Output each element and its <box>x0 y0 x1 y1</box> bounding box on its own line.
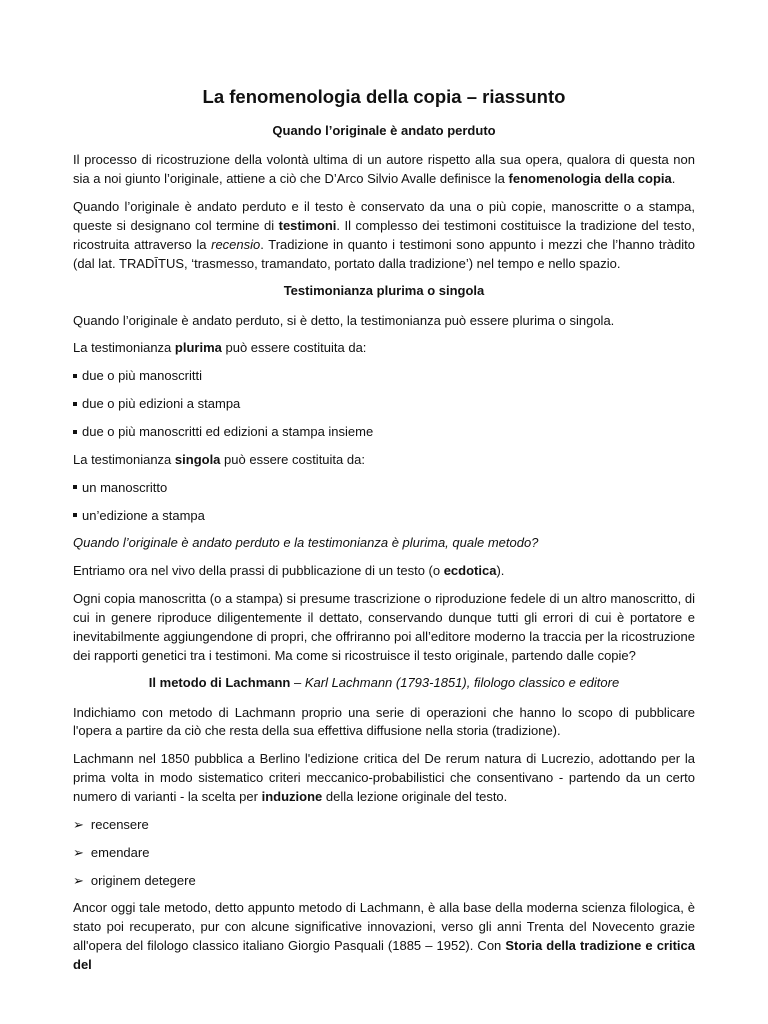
arrow-bullet-icon: ➢ <box>73 816 84 832</box>
list-item: due o più manoscritti <box>73 367 695 386</box>
question-paragraph: Quando l’originale è andato perduto e la testimonianza è plurima, quale metodo? <box>73 535 539 551</box>
section-heading-testimonianza: Testimonianza plurima o singola <box>283 283 485 299</box>
bullet-icon <box>73 430 77 434</box>
bullet-icon <box>73 485 77 489</box>
paragraph-ecdotica: Entriamo ora nel vivo della prassi di pubblicazione di un testo (o ecdotica). <box>73 563 505 579</box>
term-recensio: recensio <box>211 236 261 252</box>
bullet-icon <box>73 513 77 517</box>
paragraph-singola: La testimonianza singola può essere costituita da: <box>73 451 365 467</box>
list-item: due o più edizioni a stampa <box>73 395 695 414</box>
list-item: due o più manoscritti ed edizioni a stampa insieme <box>73 423 695 442</box>
term-storia-tradizione: Storia della tradizione e critica del <box>73 938 695 972</box>
paragraph-lucrezio: Lachmann nel 1850 pubblica a Berlino l'edizione critica del De rerum natura di Lucrezio, adottando per la prima volta in modo sistematico criteri meccanico-probabilistici che consentivano - partendo da un certo numero di varianti - la scelta per induzione della lezione originale del testo. <box>73 751 695 804</box>
term-fenomenologia: fenomenologia della copia <box>508 171 672 187</box>
arrow-bullet-icon: ➢ <box>73 844 84 860</box>
section-heading-originale-perduto: Quando l’originale è andato perduto <box>272 123 496 139</box>
arrow-bullet-icon: ➢ <box>73 872 84 888</box>
bullet-icon <box>73 374 77 378</box>
paragraph-pasquali: Ancor oggi tale metodo, detto appunto metodo di Lachmann, è alla base della moderna scienza filologica, è stato poi recuperato, pur con alcune significative innovazioni, verso gli anni Trenta del Novecento grazie all'opera del filologo classico italiano Giorgio Pasquali (1885 – 1952). Con Storia della tradizione e critica del <box>73 900 695 972</box>
paragraph-plurima: La testimonianza plurima può essere costituita da: <box>73 340 367 356</box>
list-item: un’edizione a stampa <box>73 507 695 526</box>
term-induzione: induzione <box>261 789 323 804</box>
paragraph-copia-manoscritta: Ogni copia manoscritta (o a stampa) si presume trascrizione o riproduzione fedele di un altro manoscritto, di cui in genere riproduce diligentemente il dettato, conservando dunque tutti gli errori di cui è portatore e inevitabilmente aggiungendone di propri, che offriranno poi all’editore moderno la traccia per la ricostruzione dei rapporti genetici tra i testimoni. Ma come si ricostruisce il testo originale, partendo dalle copie? <box>73 591 695 663</box>
list-item: ➢ originem detegere <box>73 872 695 891</box>
paragraph-fenomenologia: Il processo di ricostruzione della volontà ultima di un autore rispetto alla sua opera, qualora di questa non sia a noi giunto l’originale, attiene a ciò che D’Arco Silvio Avalle definisce la fenomenologia della copia. <box>73 152 695 187</box>
term-singola: singola <box>174 451 221 467</box>
page-title: La fenomenologia della copia – riassunto <box>202 86 566 107</box>
term-plurima: plurima <box>174 340 222 356</box>
term-testimoni: testimoni <box>278 217 337 233</box>
paragraph-testimoni: Quando l’originale è andato perduto e il testo è conservato da una o più copie, manoscritte o a stampa, queste si designano col termine di testimoni. Il complesso dei testimoni costituisce la tradizione del testo, ricostruita attraverso la recensio. Tradizione in quanto i testimoni sono appunto i mezzi che l’hanno tràdito (dal lat. TRADĪTUS, ‘trasmesso, tramandato, portato dalla tradizione’) nel tempo e nello spazio. <box>73 199 695 271</box>
list-item: un manoscritto <box>73 479 695 498</box>
paragraph-metodo-lachmann: Indichiamo con metodo di Lachmann proprio una serie di operazioni che hanno lo scopo di pubblicare l'opera a partire da ciò che resta della sua effettiva diffusione nella storia (tradizione). <box>73 704 695 739</box>
paragraph-testimonianza-intro: Quando l’originale è andato perduto, si è detto, la testimonianza può essere plurima o singola. <box>73 312 615 328</box>
term-ecdotica: ecdotica <box>443 563 497 579</box>
section-heading-lachmann: Il metodo di Lachmann – Karl Lachmann (1793-1851), filologo classico e editore <box>148 675 620 691</box>
list-item: ➢ recensere <box>73 816 695 835</box>
bullet-icon <box>73 402 77 406</box>
list-item: ➢ emendare <box>73 844 695 863</box>
